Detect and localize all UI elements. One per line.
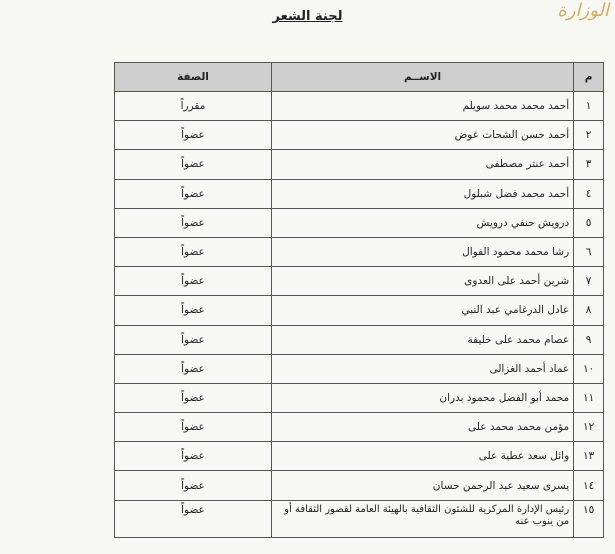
row-role: عضواً [115,121,272,150]
row-role: عضواً [115,325,272,354]
row-role: عضواً [115,237,272,266]
row-name: عصام محمد على خليفة [271,325,573,354]
table-row [115,383,604,412]
table-row [115,150,604,179]
row-name: أحمد عنتر مصطفى [271,150,573,179]
row-name: عماد أحمد الغزالى [271,354,573,383]
row-num: ٩ [574,325,604,354]
row-num: ٨ [574,296,604,325]
row-role: عضواً [115,150,272,179]
header-role: الصفة [115,63,272,92]
table-row [115,179,604,208]
page-title: لجنة الشعر [272,9,343,24]
row-num: ٥ [574,208,604,237]
row-num: ٣ [574,150,604,179]
table-row [115,267,604,296]
row-num: ٧ [574,267,604,296]
row-name: مؤمن محمد محمد على [271,413,573,442]
row-num: ١٤ [574,471,604,500]
row-name: عادل الدرغامي عبد النبي [271,296,573,325]
row-role: عضواً [115,267,272,296]
row-role: عضواً [115,179,272,208]
table-row [115,325,604,354]
row-name: أحمد حسن الشحات عوض [271,121,573,150]
row-num: ١٠ [574,354,604,383]
table-header-row [115,63,604,92]
header-num: م [574,63,604,92]
table-row [115,471,604,500]
row-num: ١ [574,92,604,121]
row-role: مقرراً [115,92,272,121]
row-name: شرين أحمد على العدوى [271,267,573,296]
row-role: عضواً [115,442,272,471]
row-role: عضواً [115,296,272,325]
row-name: أحمد محمد فضل شبلول [271,179,573,208]
row-name: محمد أبو الفضل محمود بدران [271,383,573,412]
table-row [115,92,604,121]
row-name: رشا محمد محمود الفوال [271,237,573,266]
row-role: عضواً [115,208,272,237]
table-row [115,296,604,325]
row-name: درويش حنفي درويش [271,208,573,237]
table-row [115,413,604,442]
row-role: عضواً [115,354,272,383]
row-num: ١٢ [574,413,604,442]
table-row [115,237,604,266]
row-role: عضواً [115,471,272,500]
row-num: ٦ [574,237,604,266]
committee-table [114,62,604,538]
row-role: عضواً [115,413,272,442]
table-row [115,442,604,471]
table-row [115,208,604,237]
row-num: ٤ [574,179,604,208]
row-num: ٢ [574,121,604,150]
row-name: وائل سعد عطية على [271,442,573,471]
header-name: الاســم [271,63,573,92]
row-role: عضواً [115,500,272,537]
logo: الوزارة [557,0,609,21]
row-role: عضواً [115,383,272,412]
row-name: رئيس الإدارة المركزية للشئون الثقافية بالهيئة العامة لقصور الثقافة أو من ينوب عنه [271,500,573,537]
row-num: ١٣ [574,442,604,471]
table-row [115,500,604,537]
table-row [115,354,604,383]
row-num: ١١ [574,383,604,412]
table-row [115,121,604,150]
row-num: ١٥ [574,500,604,537]
row-name: يسرى سعيد عبد الرحمن حسان [271,471,573,500]
row-name: أحمد محمد محمد سويلم [271,92,573,121]
